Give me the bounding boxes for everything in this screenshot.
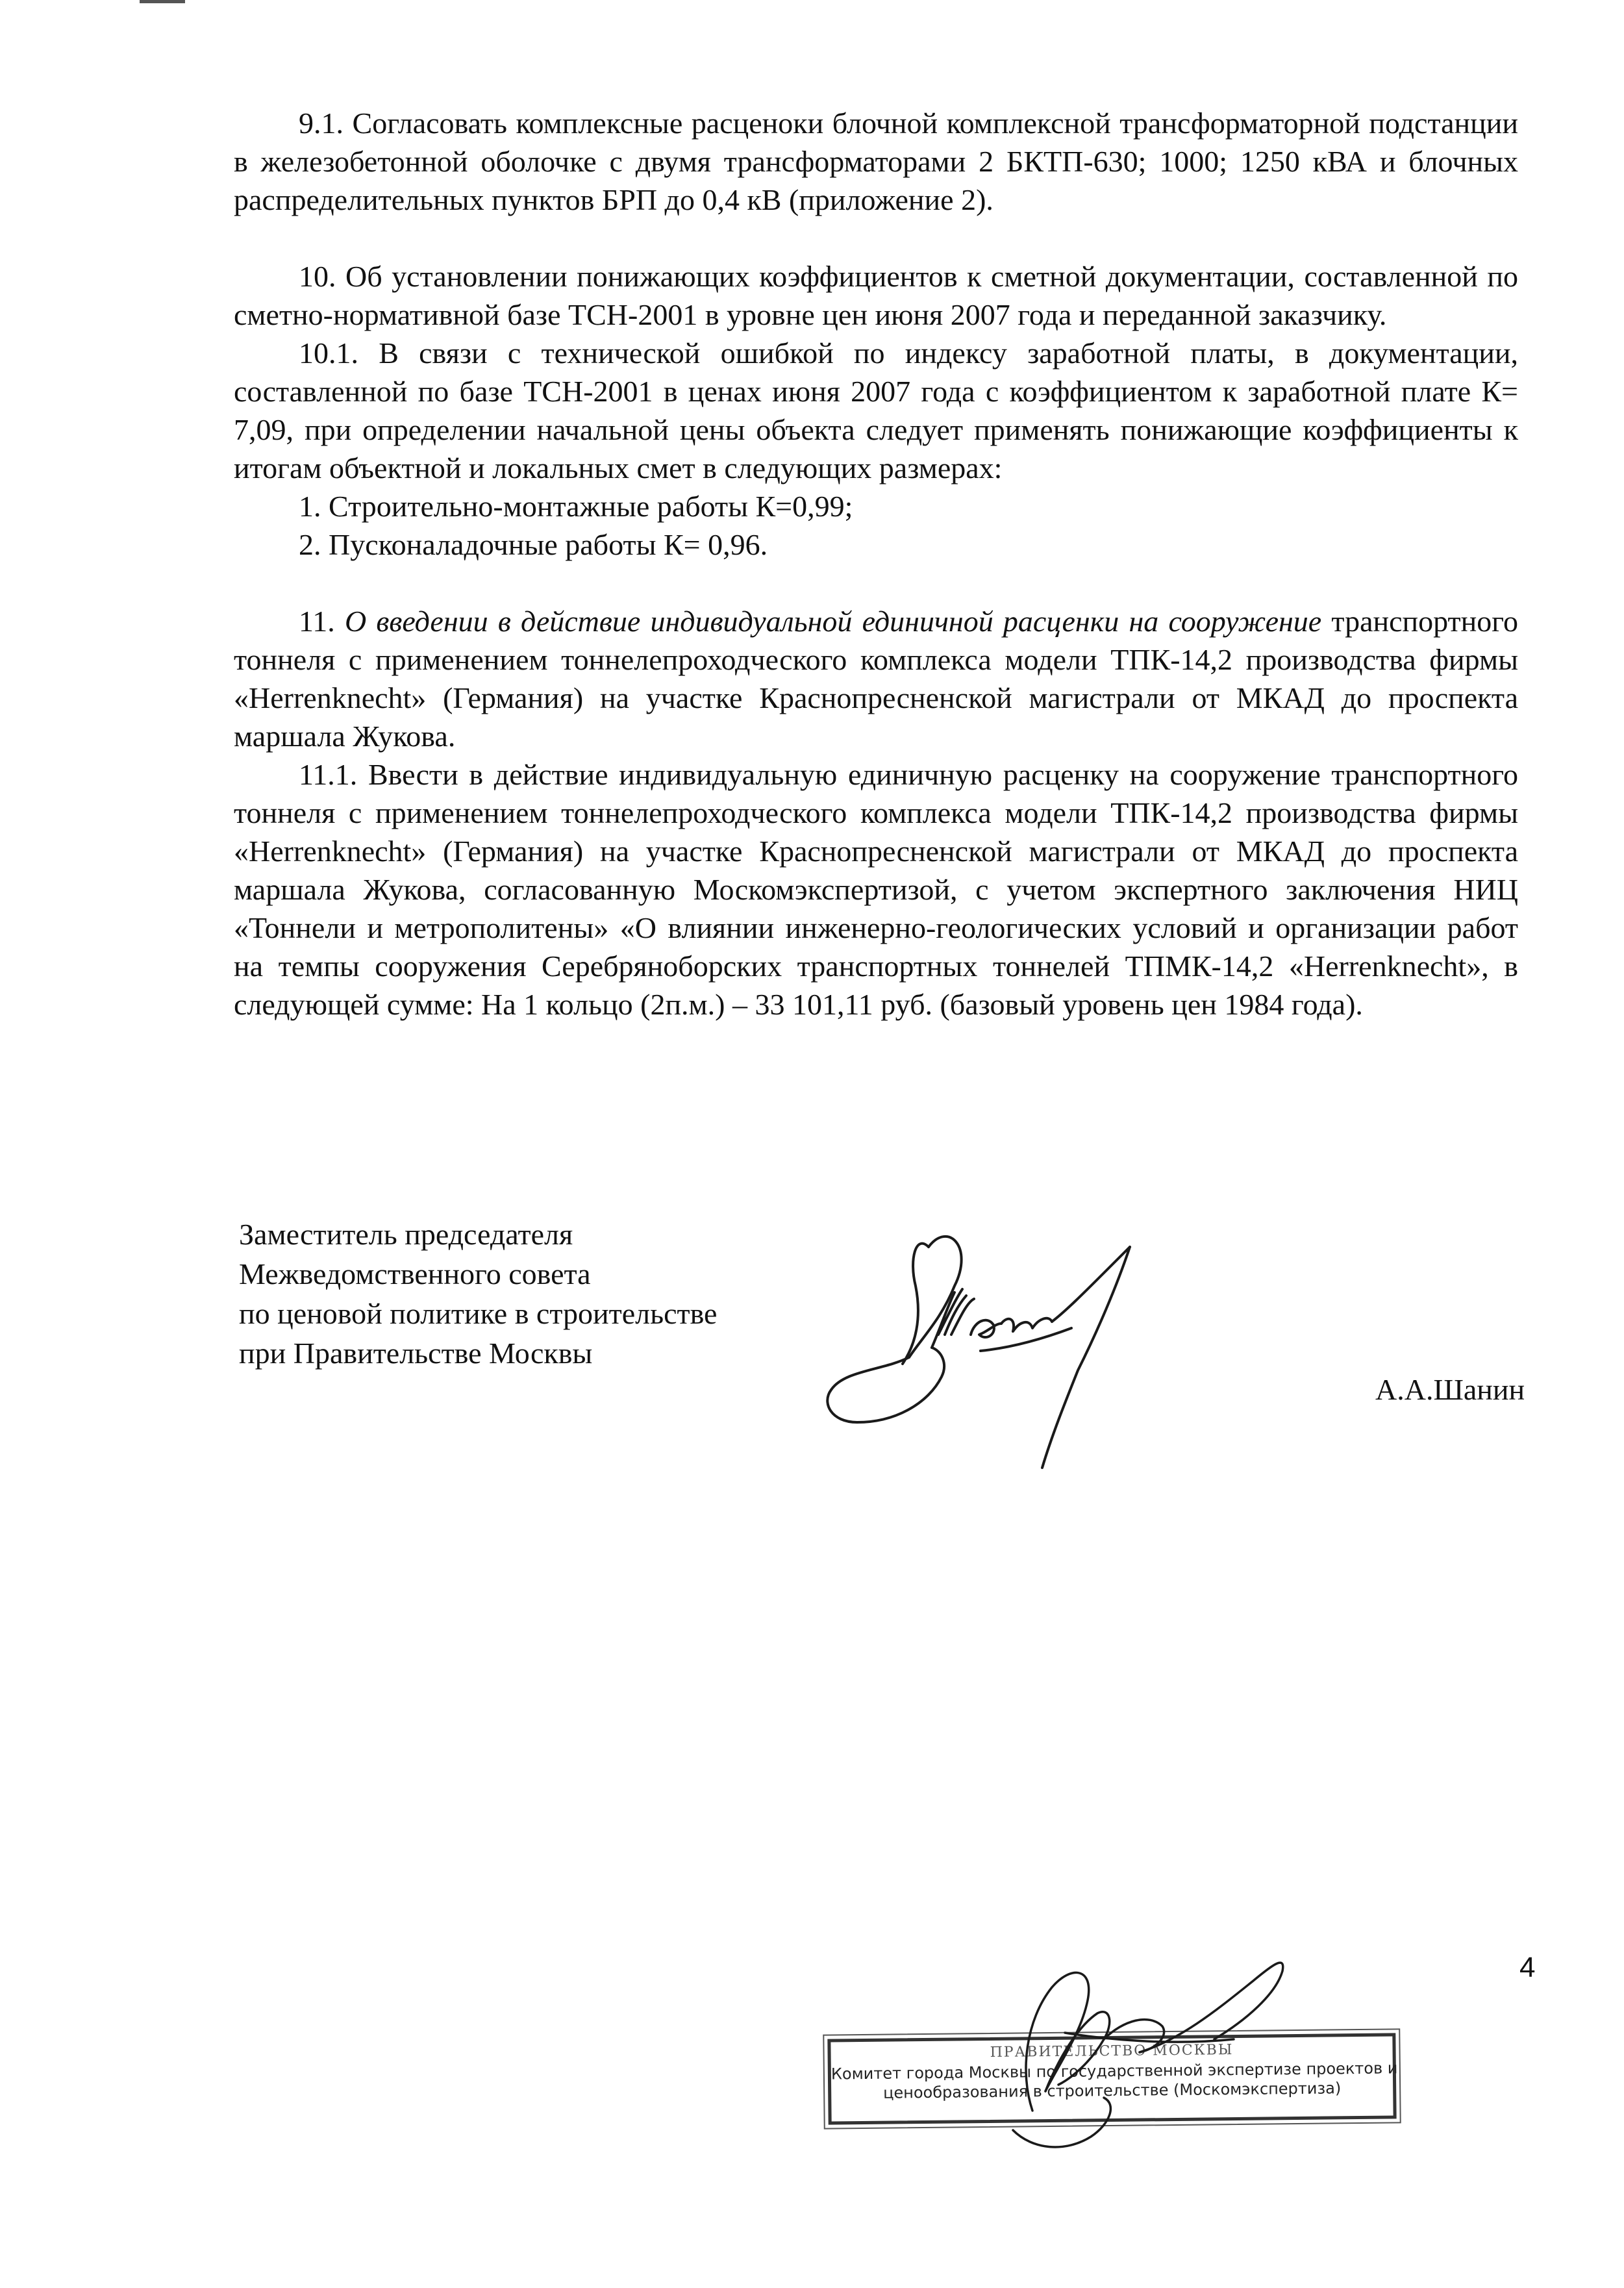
paragraph-11-italic-heading: О введении в действие индивидуальной единичной расценки на сооружение — [344, 605, 1322, 638]
signer-title-line: по ценовой политике в строительстве — [239, 1297, 718, 1330]
signer-title-line: Заместитель председателя — [239, 1218, 573, 1251]
stamp-line-2: Комитет города Москвы по государственной экспертизе проектов и — [831, 2059, 1398, 2083]
scan-edge-mark — [140, 0, 185, 3]
stamp-line-3: ценообразования в строительстве (Москомэкспертиза) — [882, 2079, 1342, 2102]
signer-title-line: Межведомственного совета — [239, 1257, 591, 1290]
list-item-1: 1. Строительно-монтажные работы К=0,99; — [299, 490, 853, 523]
handwritten-signature — [818, 1208, 1182, 1494]
paragraph-11 — [234, 602, 1518, 755]
paragraph-10: 10. Об установлении понижающих коэффициентов к сметной документации, составленной по сметно-нормативной базе ТСН-2001 в уровне цен июня 2007 года и переданной заказчику. — [234, 260, 1518, 331]
stamp-signature — [974, 1942, 1338, 2156]
signer-name: А.А.Шанин — [1375, 1373, 1525, 1406]
paragraph-11-rest: транспортного тоннеля с применением тоннелепроходческого комплекса модели ТПК-14,2 производства фирмы «Herrenknecht» (Германия) на участке Краснопресненской магистрали от МКАД до проспекта маршала Жукова. — [234, 605, 1518, 753]
paragraph-11-number: 11. — [299, 605, 345, 638]
paragraph-9-1: 9.1. Согласовать комплексные расценоки блочной комплексной трансформаторной подстанции в железобетонной оболочке с двумя трансформаторами 2 БКТП-630; 1000; 1250 кВА и блочных распределительных пунктов БРП до 0,4 кВ (приложение 2). — [234, 107, 1518, 216]
signer-title-line: при Правительстве Москвы — [239, 1337, 593, 1370]
paragraph-10-1: 10.1. В связи с технической ошибкой по индексу заработной платы, в документации, составленной по базе ТСН-2001 в ценах июня 2007 года с коэффициентом к заработной плате К= 7,09, при определении начальной цены объекта следует применять понижающие коэффициенты к итогам объектной и локальных смет в следующих размерах: — [234, 336, 1518, 484]
paragraph-11-1: 11.1. Ввести в действие индивидуальную единичную расценку на сооружение транспортного тоннеля с применением тоннелепроходческого комплекса модели ТПК-14,2 производства фирмы «Herrenknecht» (Германия) на участке Краснопресненской магистрали от МКАД до проспекта маршала Жукова, согласованную Москомэкспертизой, с учетом экспертного заключения НИЦ «Тоннели и метрополитены» «О влиянии инженерно-геологических условий и организации работ на темпы сооружения Серебряноборских транспортных тоннелей ТПМК-14,2 «Herrenknecht», в следующей сумме: На 1 кольцо (2п.м.) – 33 101,11 руб. (базовый уровень цен 1984 года). — [234, 758, 1518, 1021]
signer-title — [239, 1214, 717, 1373]
stamp-line-1: ПРАВИТЕЛЬСТВО МОСКВЫ — [990, 2042, 1234, 2061]
document-body — [234, 104, 1518, 1024]
list-item-2: 2. Пусконаладочные работы К= 0,96. — [299, 528, 768, 561]
page-number: 4 — [1519, 1952, 1536, 1983]
